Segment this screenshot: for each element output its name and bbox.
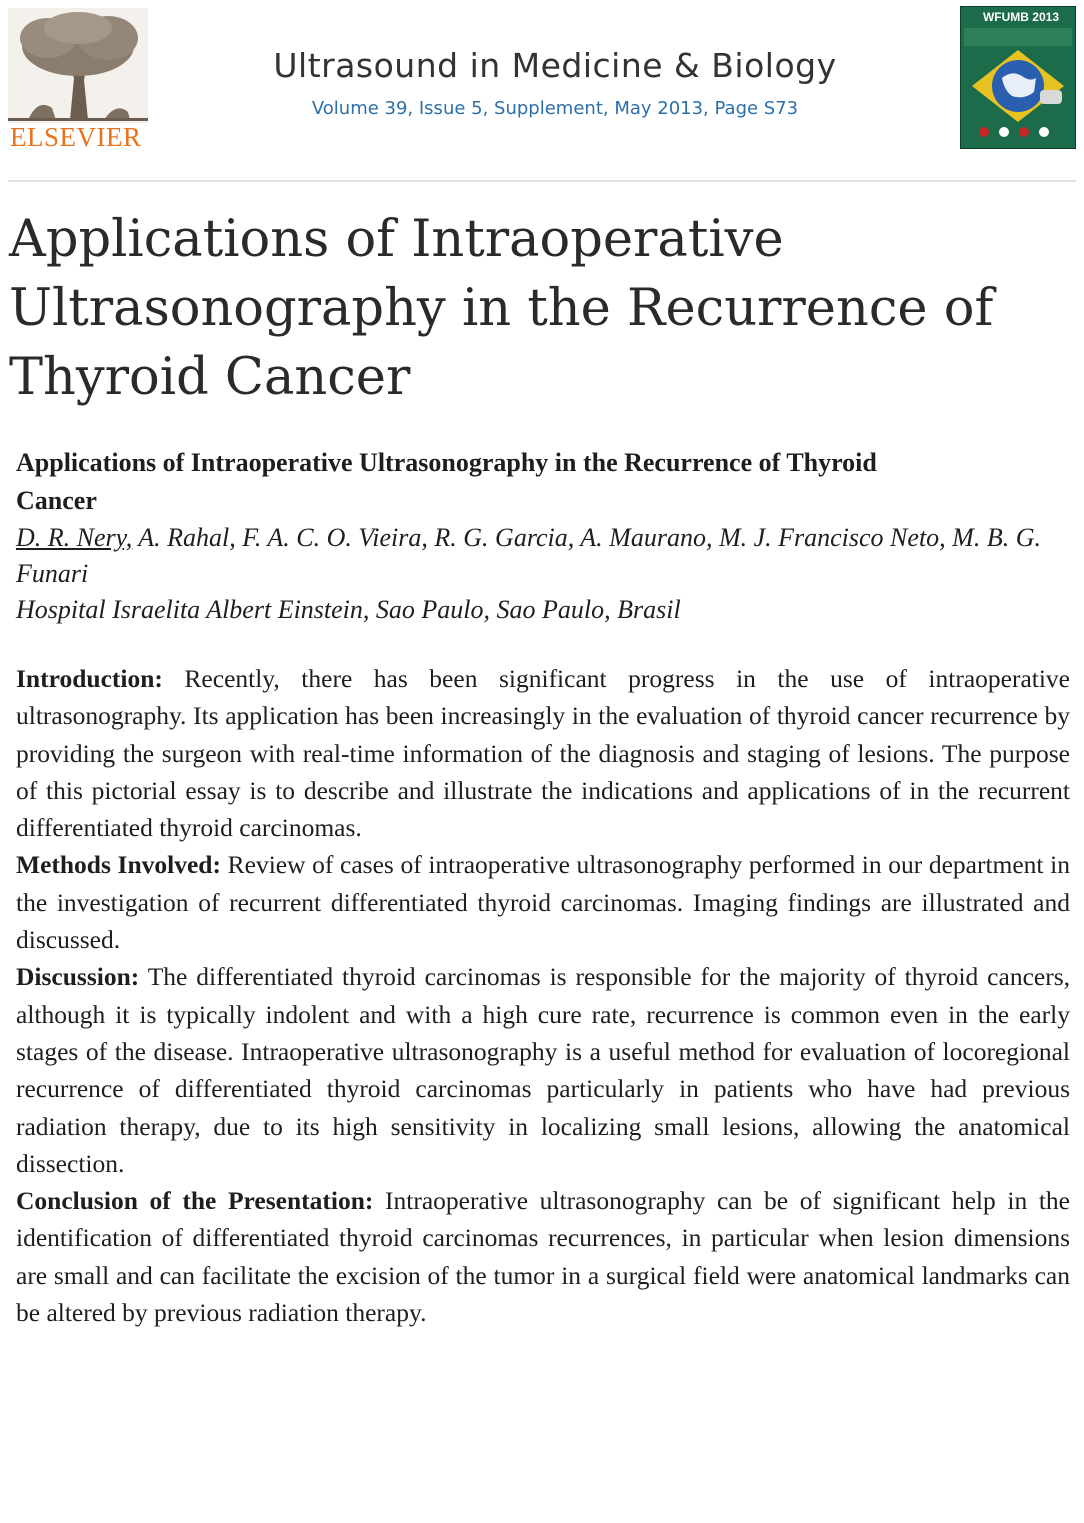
journal-header [0, 0, 1084, 178]
abstract-body [16, 660, 1070, 1331]
methods-text: Review of cases of intraoperative ultrasonography performed in our department in the investigation of recurrent differentiated thyroid carcinomas. Imaging findings are illustrated and discussed. [16, 850, 1070, 955]
methods-paragraph [16, 846, 1070, 958]
header-divider [8, 180, 1076, 182]
volume-issue-line[interactable]: Volume 39, Issue 5, Supplement, May 2013, Page S73 [311, 98, 799, 119]
journal-cover-image[interactable] [960, 6, 1076, 149]
discussion-text: The differentiated thyroid carcinomas is responsible for the majority of thyroid cancers, although it is typically indolent and with a high cure rate, recurrence is common even in the early stages of the disease. Intraoperative ultrasonography is a useful method for evaluation of locoregional recurrence of differentiated thyroid carcinomas particularly in patients who have had previous radiation therapy, due to its high sensitivity in localizing small lesions, allowing the anatomical dissection. [16, 962, 1070, 1178]
discussion-label: Discussion: [16, 962, 140, 992]
introduction-text: Recently, there has been significant progress in the use of intraoperative ultrasonography. Its application has been increasingly in the evaluation of thyroid cancer recurrence by providing the surgeon with real-time information of the diagnosis and staging of lesions. The purpose of this pictorial essay is to describe and illustrate the indications and applications of in the recurrent differentiated thyroid carcinomas. [16, 664, 1070, 843]
introduction-paragraph [16, 660, 1070, 846]
methods-label: Methods Involved: [16, 850, 221, 880]
abstract-title: Applications of Intraoperative Ultrasonography in the Recurrence of Thyroid Cancer [16, 448, 877, 515]
conclusion-paragraph [16, 1182, 1070, 1331]
affiliation: Hospital Israelita Albert Einstein, Sao Paulo, Sao Paulo, Brasil [16, 595, 681, 624]
author-list [16, 520, 1070, 592]
article-title: Applications of Intraoperative Ultrasonography in the Recurrence of Thyroid Cancer [9, 210, 994, 407]
first-author[interactable]: D. R. Nery, [16, 523, 133, 552]
co-authors: A. Rahal, F. A. C. O. Vieira, R. G. Garcia, A. Maurano, M. J. Francisco Neto, M. B. G. Funari [16, 523, 1041, 588]
conclusion-label: Conclusion of the Presentation: [16, 1186, 374, 1216]
abstract-block [16, 444, 1070, 1331]
publisher-name: ELSEVIER [10, 122, 142, 152]
cover-title-text: WFUMB 2013 [982, 10, 1059, 24]
discussion-paragraph [16, 958, 1070, 1182]
introduction-label: Introduction: [16, 664, 163, 693]
conclusion-text: Intraoperative ultrasonography can be of significant help in the identification of differentiated thyroid carcinomas recurrences, in particular when lesion dimensions are small and can facilitate the excision of the tumor in a surgical field were anatomical landmarks can be altered by previous radiation therapy. [16, 1186, 1070, 1328]
journal-title[interactable]: Ultrasound in Medicine & Biology [273, 46, 837, 85]
